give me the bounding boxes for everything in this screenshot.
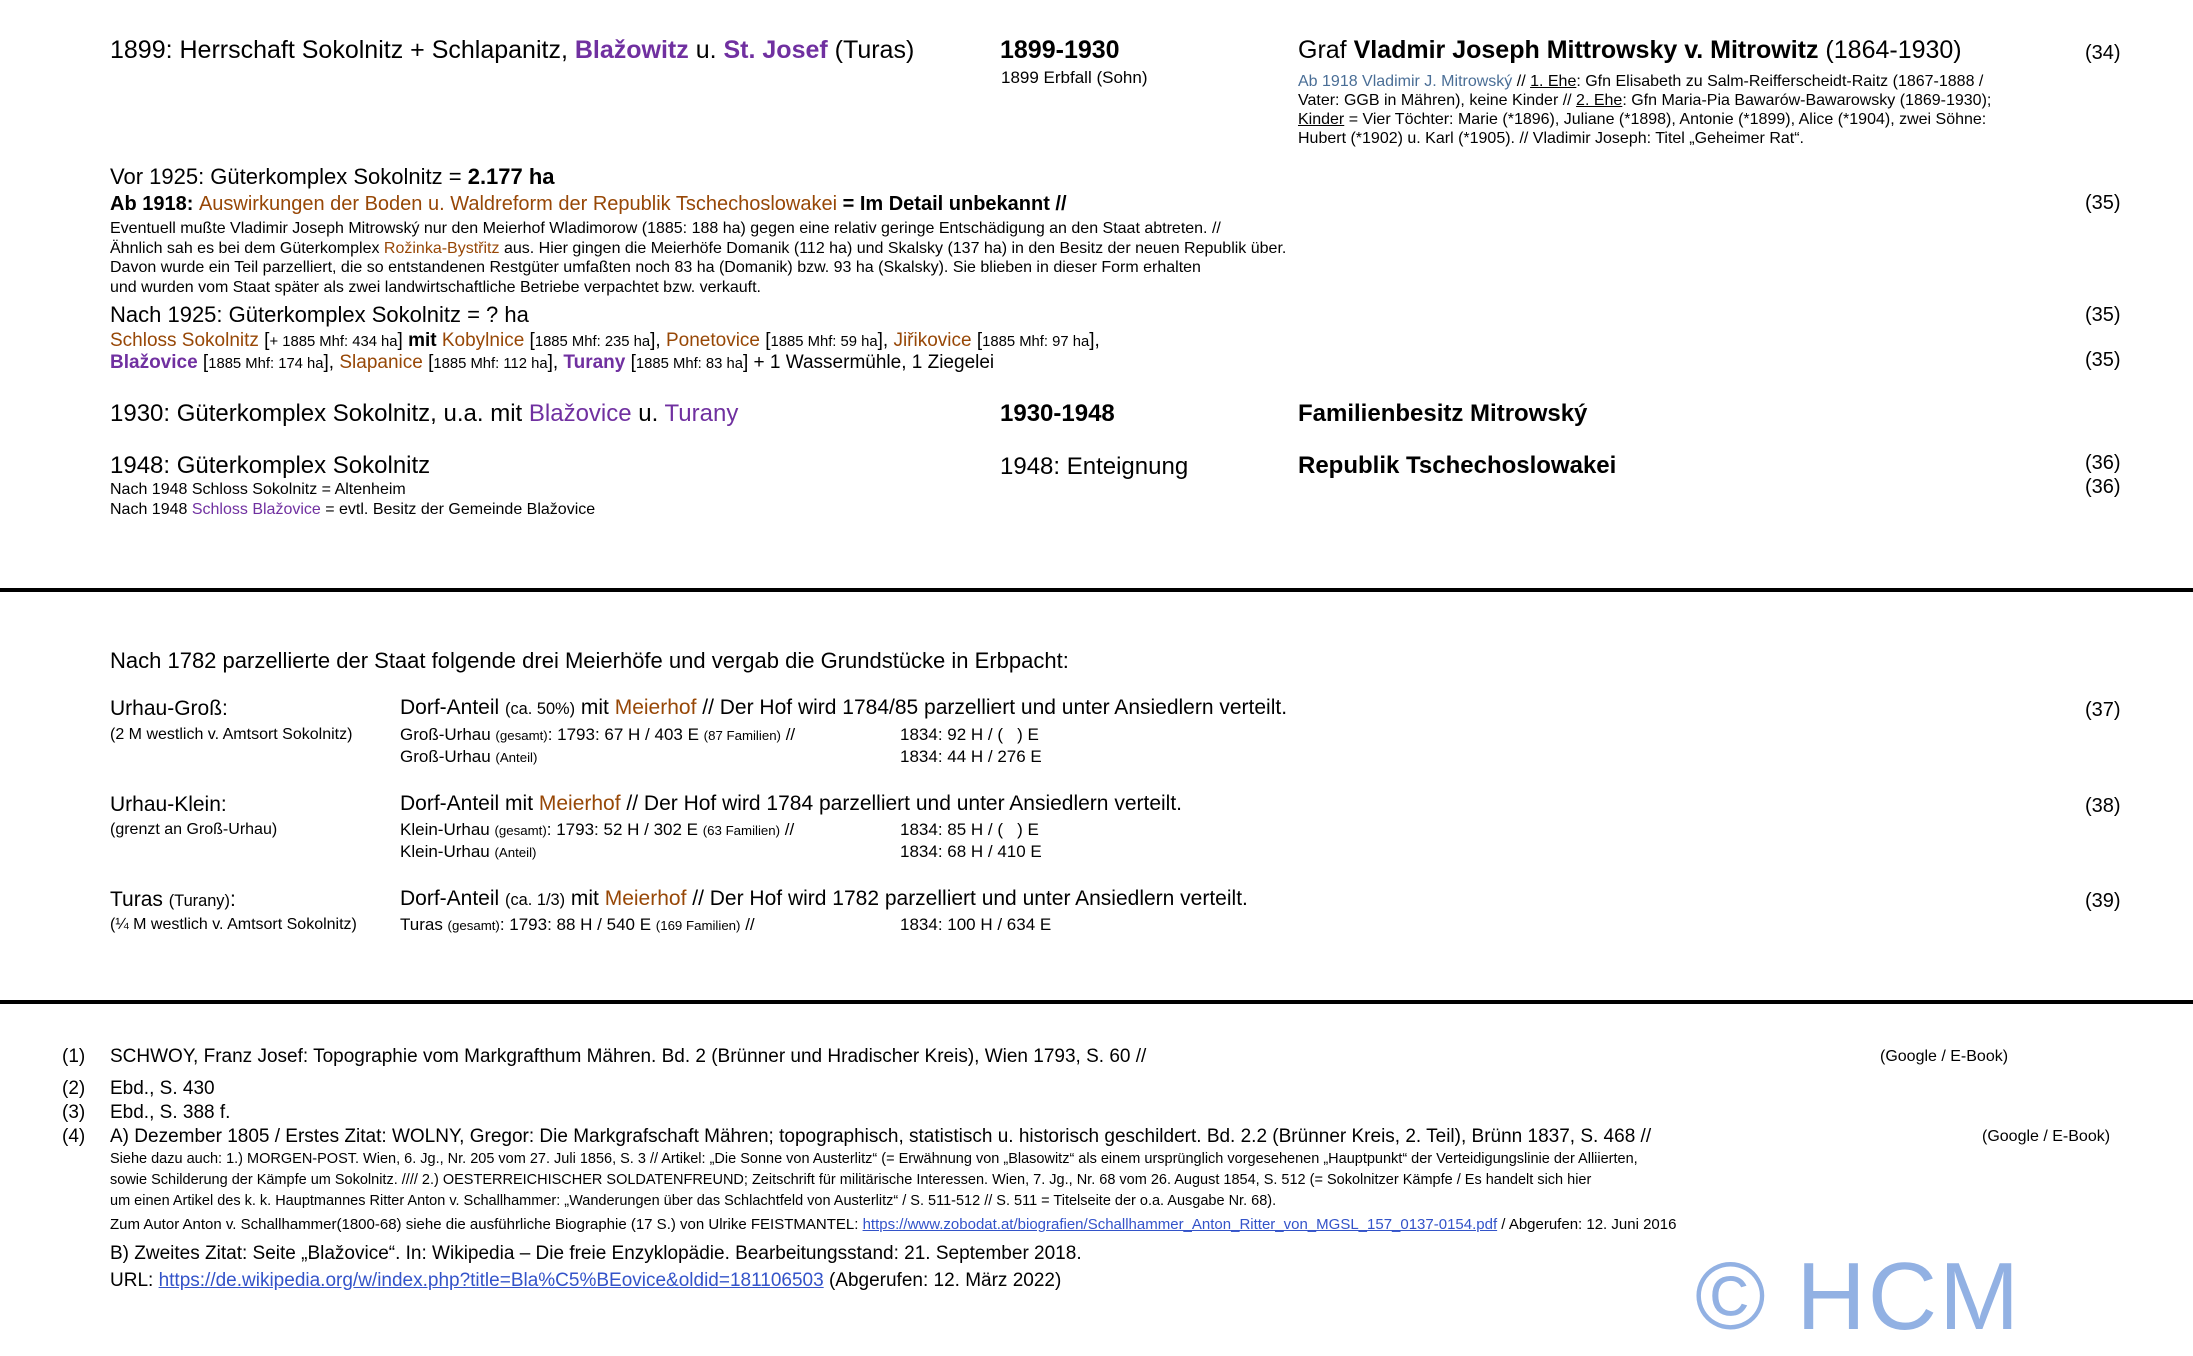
nach1925-line1 xyxy=(110,330,1100,352)
text-run: Meierhof xyxy=(538,792,621,815)
horizontal-rule-1 xyxy=(0,588,2193,592)
data-row-value: 1834: 68 H / 410 E xyxy=(900,842,1042,861)
owner-detail-line xyxy=(1298,91,1991,110)
block-urhau-gross-sub: (2 M westlich v. Amtsort Sokolnitz) xyxy=(110,726,353,743)
text-run: Klein-Urhau xyxy=(400,842,495,861)
text-run: 1885 Mhf: 97 ha xyxy=(982,334,1090,350)
footnote-detail-line: Siehe dazu auch: 1.) MORGEN-POST. Wien, 6. Jg., Nr. 205 vom 27. Juli 1856, S. 3 // Artikel: „Die Sonne von Austerlitz“ (= Erwähnung von „Blasowitz“ als einem ursprünglich vorgesehenen „Hauptpunkt“ der Verteidigungslinie der Alliierten, xyxy=(110,1151,1638,1167)
text-run: Turas xyxy=(110,888,169,911)
text-run: = Im Detail unbekannt // xyxy=(837,193,1067,215)
row-1899-title xyxy=(110,36,914,65)
text-run: Slapanice xyxy=(339,352,423,373)
text-run: : Gfn Maria-Pia Bawarów-Bawarowsky (1869-1930); xyxy=(1622,92,1992,109)
text-run: URL: xyxy=(110,1270,159,1291)
text-run: [ xyxy=(625,352,636,373)
text-run: mit xyxy=(575,696,615,719)
text-run: (Turas) xyxy=(827,36,915,64)
margin-ref-39: (39) xyxy=(2085,890,2121,912)
text-run: mit xyxy=(565,887,605,910)
text-run: : Gfn Elisabeth zu Salm-Reifferscheidt-Raitz (1867-1888 / xyxy=(1576,73,1984,90)
text-run: 1. Ehe xyxy=(1530,73,1577,90)
text-run: = evtl. Besitz der Gemeinde Blažovice xyxy=(320,501,596,518)
text-run: (gesamt) xyxy=(494,823,547,838)
text-run: [ xyxy=(971,330,983,351)
text-run: ], xyxy=(547,352,564,373)
text-run: Turany xyxy=(664,400,739,427)
text-run: Vladmir Joseph Mittrowsky v. Mitrowitz xyxy=(1353,36,1819,64)
text-run: (169 Familien) xyxy=(655,918,741,933)
text-run: ], xyxy=(323,352,340,373)
text-run: 1885 Mhf: 112 ha xyxy=(433,356,548,372)
paragraph-line: und wurden vom Staat später als zwei landwirtschaftliche Betriebe verpachtet bzw. verkauft. xyxy=(110,278,761,296)
row-1948-event: 1948: Enteignung xyxy=(1000,453,1189,480)
row-1948-owner: Republik Tschechoslowakei xyxy=(1298,452,1617,479)
row-1899-owner xyxy=(1298,36,1962,65)
margin-ref-36a: (36) xyxy=(2085,452,2121,474)
footnote-num: (2) xyxy=(62,1078,86,1099)
text-run: ], xyxy=(1089,330,1100,351)
owner-detail-line xyxy=(1298,72,1991,91)
hyperlink[interactable]: https://de.wikipedia.org/w/index.php?title=Bla%C5%BEovice&oldid=181106503 xyxy=(158,1270,824,1291)
data-row-value: 1834: 44 H / 276 E xyxy=(900,747,1042,766)
data-row-value: 1834: 92 H / ( ) E xyxy=(900,725,1039,744)
text-run: u. xyxy=(631,400,665,427)
text-run: Dorf-Anteil mit xyxy=(400,792,539,815)
text-run: 1885 Mhf: 174 ha xyxy=(208,356,324,372)
block-turas-sub: (¼ M westlich v. Amtsort Sokolnitz) xyxy=(110,916,357,933)
nach1925-line2 xyxy=(110,352,994,374)
text-run: : 1793: 88 H / 540 E xyxy=(499,915,656,934)
text-run: Blažowitz xyxy=(574,36,689,64)
text-run: u. xyxy=(688,36,724,64)
text-run: Auswirkungen der Boden u. Waldreform der Republik Tschechoslowakei xyxy=(198,193,838,215)
text-run: Meierhof xyxy=(614,696,697,719)
text-run: [ xyxy=(197,352,209,373)
paragraph-line xyxy=(110,239,1286,259)
text-run: aus. Hier gingen die Meierhöfe Domanik (112 ha) und Skalsky (137 ha) in den Besitz der neuen Republik über. xyxy=(499,239,1287,257)
footnote-details xyxy=(110,1149,1638,1212)
text-run: // Der Hof wird 1784/85 parzelliert und unter Ansiedlern verteilt. xyxy=(696,696,1288,719)
text-run: Hubert (*1902) u. Karl (*1905). // Vladimir Joseph: Titel „Geheimer Rat“. xyxy=(1298,130,1804,147)
block-urhau-klein-sub: (grenzt an Groß-Urhau) xyxy=(110,821,278,838)
text-run: Turas xyxy=(400,915,448,934)
block-turas-label xyxy=(110,888,236,912)
margin-ref-38: (38) xyxy=(2085,795,2121,817)
text-run: + 1885 Mhf: 434 ha xyxy=(269,334,398,350)
row-1948-title: 1948: Güterkomplex Sokolnitz xyxy=(110,452,431,479)
row-1948-sub2 xyxy=(110,501,595,519)
margin-ref-37: (37) xyxy=(2085,699,2121,721)
text-run: (Anteil) xyxy=(494,845,537,860)
text-run: // Der Hof wird 1782 parzelliert und unter Ansiedlern verteilt. xyxy=(686,887,1248,910)
footnote-source-tag: (Google / E-Book) xyxy=(1982,1128,2111,1145)
text-run: // Der Hof wird 1784 parzelliert und unter Ansiedlern verteilt. xyxy=(620,792,1183,815)
text-run: = Vier Töchter: Marie (*1896), Juliane (*1898), Antonie (*1899), Alice (*1904), zwei Söhne: xyxy=(1344,111,1987,128)
text-run: Ab 1918: xyxy=(110,193,199,215)
text-run: (Anteil) xyxy=(495,750,538,765)
data-row xyxy=(400,747,537,767)
footnote-text: A) Dezember 1805 / Erstes Zitat: WOLNY, Gregor: Die Markgrafschaft Mähren; topographisch, statistisch u. historisch geschildert. Bd. 2.2 (Brünner Kreis, 2. Teil), Brünn 1837, S. 468 // xyxy=(110,1126,1652,1147)
footnote-wikipedia-line: B) Zweites Zitat: Seite „Blažovice“. In: Wikipedia – Die freie Enzyklopädie. Bearbeitungsstand: 21. September 2018. xyxy=(110,1243,1082,1264)
row-1899-owner-details xyxy=(1298,72,1991,148)
text-run: Urhau-Klein: xyxy=(110,793,227,816)
text-run: (gesamt) xyxy=(495,728,548,743)
block-turas-main xyxy=(400,887,1248,911)
row-1930-title xyxy=(110,400,738,428)
row-1899-period: 1899-1930 xyxy=(1000,36,1120,64)
paragraph-line: Eventuell mußte Vladimir Joseph Mitrowský nur den Meierhof Wladimorow (1885: 188 ha) gegen eine relativ geringe Entschädigung an den Staat abtreten. // xyxy=(110,220,1221,237)
text-run: Zum Autor Anton v. Schallhammer(1800-68) siehe die ausführliche Biographie (17 S.) von Ulrike FEISTMANTEL: xyxy=(110,1216,863,1233)
row-1948-sub1: Nach 1948 Schloss Sokolnitz = Altenheim xyxy=(110,481,406,498)
text-run: Ponetovice xyxy=(665,330,760,351)
text-run: Groß-Urhau xyxy=(400,725,496,744)
text-run: ] + 1 Wassermühle, 1 Ziegelei xyxy=(742,352,995,373)
text-run: Groß-Urhau xyxy=(400,747,496,766)
row-1930-owner: Familienbesitz Mitrowský xyxy=(1298,400,1588,427)
text-run: (1864-1930) xyxy=(1818,36,1962,64)
text-run: Jiřikovice xyxy=(893,330,972,351)
footnote-detail-line: sowie Schilderung der Kämpfe um Sokolnitz. //// 2.) OESTERREICHISCHER SOLDATENFREUND; Zeitschrift für militärische Interessen. Wien, 7. Jg., Nr. 68 vom 26. August 1854, S. 512 (= Sokolnitzer Kämpfe / Es handelt sich hier xyxy=(110,1172,1592,1188)
text-run: [ xyxy=(258,330,270,351)
hyperlink[interactable]: https://www.zobodat.at/biografien/Schallhammer_Anton_Ritter_von_MGSL_157_0137-0154.pdf xyxy=(862,1216,1498,1233)
text-run: Schloss Sokolnitz xyxy=(110,330,259,351)
text-run: 1885 Mhf: 235 ha xyxy=(534,334,651,350)
text-run: Dorf-Anteil xyxy=(400,696,506,719)
text-run: Nach 1948 xyxy=(110,501,192,518)
text-run: : 1793: 52 H / 302 E xyxy=(546,820,703,839)
paragraph-line: Davon wurde ein Teil parzelliert, die so entstandenen Restgüter umfaßten noch 83 ha (Domanik) bzw. 93 ha (Skalsky). Sie blieben in dieser Form erhalten xyxy=(110,259,1201,276)
text-run: (Turany) xyxy=(168,892,230,910)
text-run: / Abgerufen: 12. Juni 2016 xyxy=(1497,1216,1677,1233)
footnote-detail-line: um einen Artikel des k. k. Hauptmannes Ritter Anton v. Schallhammer: „Wanderungen über das Schlachtfeld von Austerlitz“ / S. 511-512 // S. 511 = Titelseite der o.a. Ausgabe Nr. 68). xyxy=(110,1193,1277,1209)
text-run: [ xyxy=(759,330,771,351)
footnote-url-line xyxy=(110,1270,1061,1292)
text-run: Vor 1925: Güterkomplex Sokolnitz = xyxy=(110,164,468,189)
text-run: Schloss Blažovice xyxy=(191,501,321,518)
text-run: Meierhof xyxy=(604,887,687,910)
text-run: ], xyxy=(650,330,666,351)
margin-ref-34: (34) xyxy=(2085,42,2121,64)
margin-ref-35b: (35) xyxy=(2085,304,2121,326)
text-run: // xyxy=(780,725,796,744)
footnote-zobodat-line xyxy=(110,1216,1676,1233)
footnote-text: Ebd., S. 388 f. xyxy=(110,1102,231,1123)
data-row-value: 1834: 100 H / 634 E xyxy=(900,915,1052,934)
data-row xyxy=(400,820,794,840)
row-1899-period-sub: 1899 Erbfall (Sohn) xyxy=(1001,68,1148,87)
nach1925-heading: Nach 1925: Güterkomplex Sokolnitz = ? ha xyxy=(110,302,529,327)
margin-ref-36b: (36) xyxy=(2085,476,2121,498)
text-run: : 1793: 67 H / 403 E xyxy=(547,725,704,744)
text-run: Blažovice xyxy=(528,400,632,427)
row-1930-period: 1930-1948 xyxy=(1000,400,1115,427)
text-run: (gesamt) xyxy=(447,918,500,933)
text-run: 2.177 ha xyxy=(467,164,555,189)
margin-ref-35c: (35) xyxy=(2085,349,2121,371)
text-run: ], xyxy=(877,330,894,351)
text-run: Ähnlich sah es bei dem Güterkomplex xyxy=(110,239,384,257)
text-run: (63 Familien) xyxy=(702,823,781,838)
text-run: Urhau-Groß: xyxy=(110,697,228,720)
text-run: 1899: Herrschaft Sokolnitz + Schlapanitz, xyxy=(110,36,575,64)
text-run: (ca. 50%) xyxy=(505,700,576,718)
ab1918-line xyxy=(110,193,1067,216)
block-urhau-gross-main xyxy=(400,696,1287,720)
footnote-num: (3) xyxy=(62,1102,86,1123)
margin-ref-35a: (35) xyxy=(2085,192,2121,214)
text-run: Kinder xyxy=(1298,111,1345,128)
text-run: [ xyxy=(524,330,535,351)
text-run: Klein-Urhau xyxy=(400,820,495,839)
text-run: 2. Ehe xyxy=(1576,92,1623,109)
footnote-num: (4) xyxy=(62,1126,86,1147)
owner-detail-line xyxy=(1298,129,1991,148)
text-run: 1885 Mhf: 59 ha xyxy=(770,334,878,350)
text-run: St. Josef xyxy=(723,36,828,64)
vor1925-heading xyxy=(110,164,555,190)
text-run: // xyxy=(1512,73,1531,90)
text-run: Ab 1918 Vladimir J. Mitrowský xyxy=(1298,73,1513,90)
text-run: (Abgerufen: 12. März 2022) xyxy=(823,1270,1062,1291)
text-run: Blažovice xyxy=(110,352,198,373)
text-run: Rožinka-Bystřitz xyxy=(383,239,500,257)
vor1925-paragraph xyxy=(110,219,1286,297)
section2-intro: Nach 1782 parzellierte der Staat folgende drei Meierhöfe und vergab die Grundstücke in Erbpacht: xyxy=(110,648,1069,673)
footnote-text: Ebd., S. 430 xyxy=(110,1078,215,1099)
footnote-source-tag: (Google / E-Book) xyxy=(1880,1048,2009,1065)
data-row-value: 1834: 85 H / ( ) E xyxy=(900,820,1039,839)
block-urhau-klein-label xyxy=(110,793,227,817)
text-run: // xyxy=(740,915,755,934)
text-run: [ xyxy=(422,352,434,373)
text-run: ] xyxy=(397,330,409,351)
text-run: 1930: Güterkomplex Sokolnitz, u.a. mit xyxy=(110,400,529,427)
text-run: Dorf-Anteil xyxy=(400,887,506,910)
footnote-text: SCHWOY, Franz Josef: Topographie vom Markgrafthum Mähren. Bd. 2 (Brünner und Hradischer Kreis), Wien 1793, S. 60 // xyxy=(110,1046,1147,1067)
text-run: 1885 Mhf: 83 ha xyxy=(635,356,743,372)
data-row xyxy=(400,915,755,935)
data-row xyxy=(400,725,795,745)
footnote-num: (1) xyxy=(62,1046,86,1067)
text-run: mit xyxy=(408,330,437,351)
text-run: Graf xyxy=(1298,36,1354,64)
text-run: (ca. 1/3) xyxy=(505,891,566,909)
text-run: : xyxy=(229,888,236,911)
horizontal-rule-2 xyxy=(0,1000,2193,1004)
text-run: Vater: GGB in Mähren), keine Kinder // xyxy=(1298,92,1577,109)
block-urhau-klein-main xyxy=(400,792,1182,816)
block-urhau-gross-label xyxy=(110,697,228,721)
data-row xyxy=(400,842,536,862)
owner-detail-line xyxy=(1298,110,1991,129)
text-run: // xyxy=(780,820,795,839)
text-run: (87 Familien) xyxy=(703,728,781,743)
copyright-watermark: © HCM xyxy=(1695,1243,2022,1350)
text-run: Kobylnice xyxy=(441,330,525,351)
text-run: Turany xyxy=(563,352,626,373)
